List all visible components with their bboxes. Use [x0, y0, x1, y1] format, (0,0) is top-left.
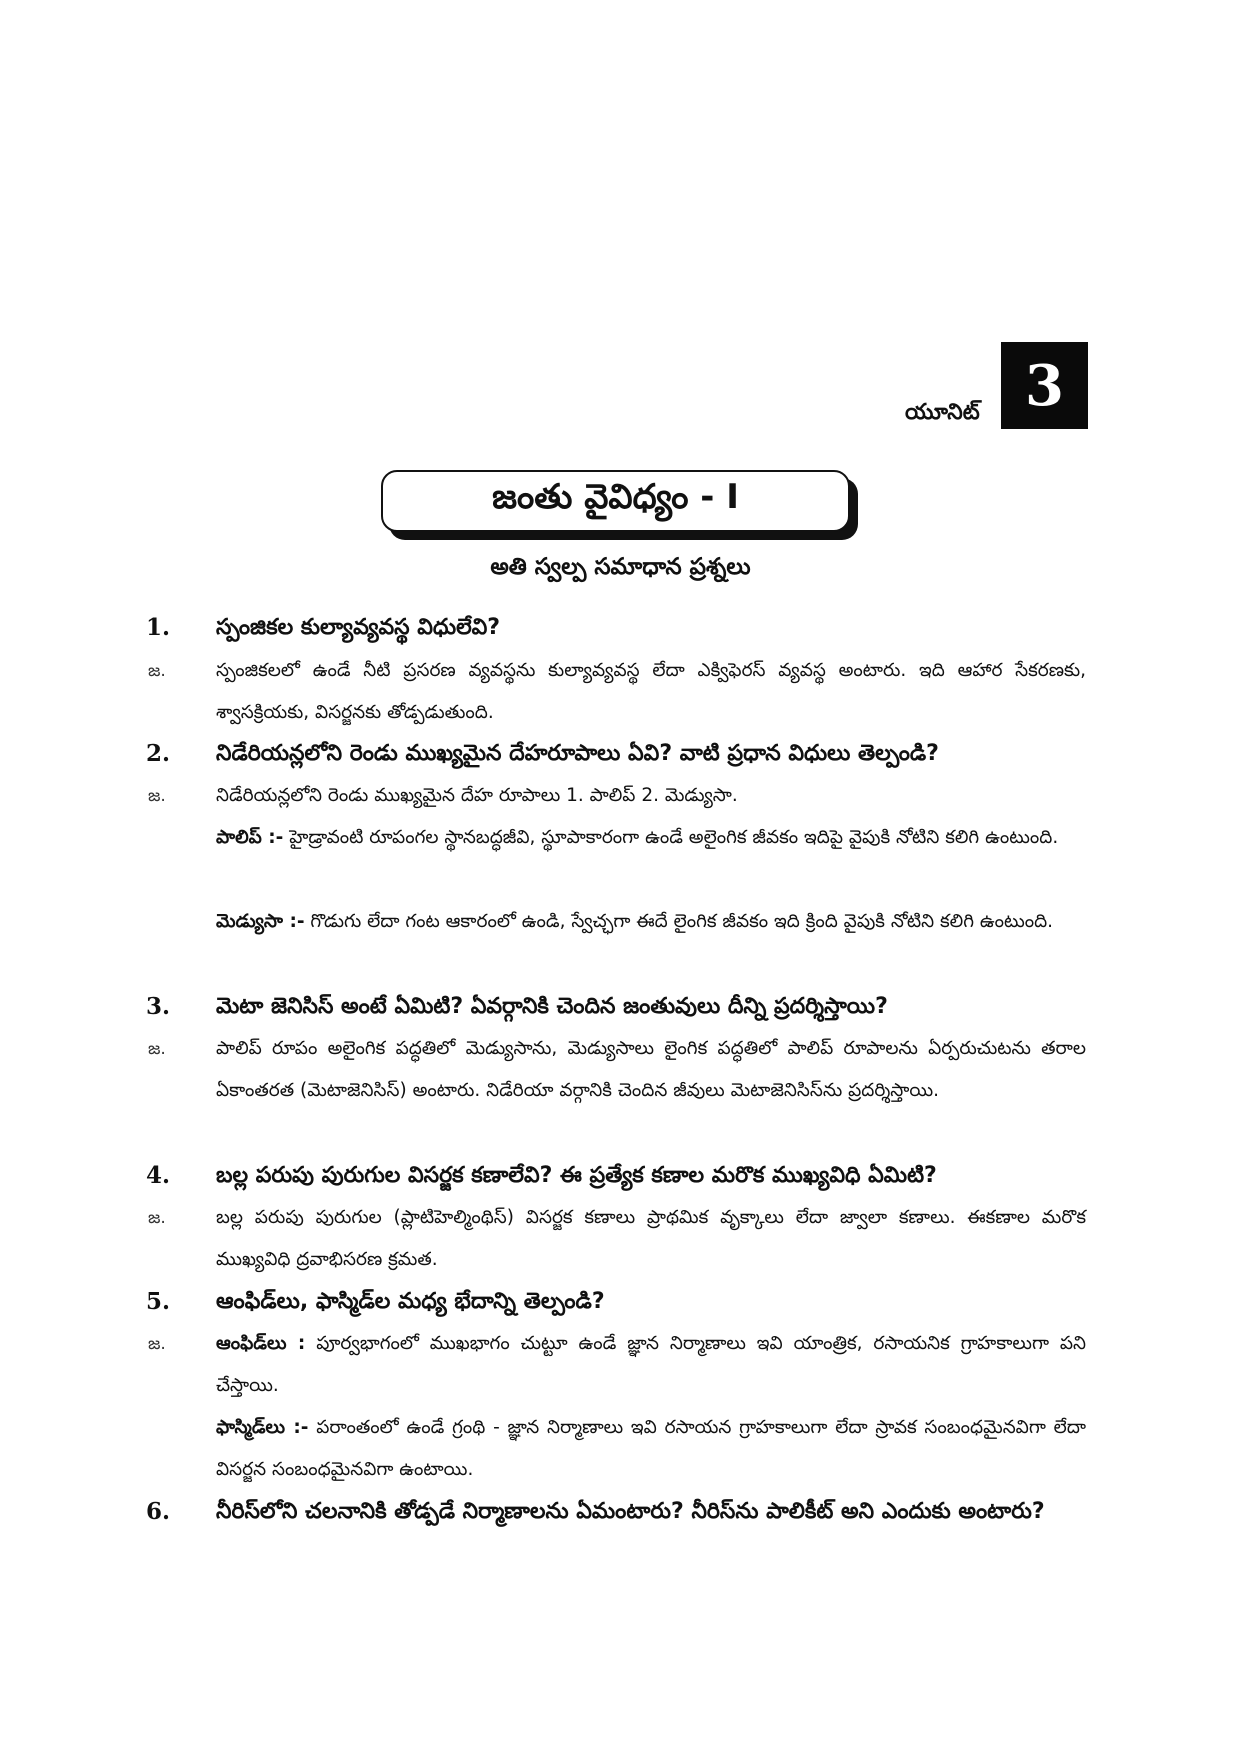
unit-label: యూనిట్	[905, 400, 980, 425]
answer-term-block	[216, 1323, 1086, 1407]
unit-number-badge: 3	[1001, 342, 1088, 429]
answer-text: బల్ల పరుపు పురుగుల (ప్లాటిహెల్మింథిస్) విసర్జక కణాలు ప్రాథమిక వృక్కాలు లేదా జ్వాలా కణాలు. ఈకణాల మరొక ముఖ్యవిధి ద్రవాభిసరణ క్రమత.	[216, 1207, 1086, 1270]
question-text: ఆంఫిడ్‌లు, ఫాస్మిడ్‌ల మధ్య భేదాన్ని తెల్పండి?	[216, 1289, 605, 1314]
answer-text: పాలిప్ రూపం అలైంగిక పద్ధతిలో మెడ్యుసాను, మెడ్యుసాలు లైంగిక పద్ధతిలో పాలిప్ రూపాలను ఏర్పరుచుటను తరాల ఏకాంతరత (మెటాజెనిసిస్) అంటారు. నిడేరియా వర్గానికి చెందిన జీవులు మెటాజెనిసిస్‌ను ప్రదర్శిస్తాయి.	[216, 1038, 1086, 1101]
question-number: 1.	[146, 614, 171, 641]
section-subtitle: అతి స్వల్ప సమాధాన ప్రశ్నలు	[490, 554, 751, 580]
answer-marker: జ.	[148, 1208, 166, 1228]
question-text: మెటా జెనిసిస్ అంటే ఏమిటి? ఏవర్గానికి చెందిన జంతువులు దీన్ని ప్రదర్శిస్తాయి?	[216, 994, 888, 1019]
question-number: 6.	[146, 1498, 171, 1525]
answer-marker: జ.	[148, 786, 166, 806]
answer-text: నిడేరియన్లలోని రెండు ముఖ్యమైన దేహ రూపాలు 1. పాలిప్ 2. మెడ్యుసా.	[216, 785, 738, 806]
question-number: 2.	[146, 740, 171, 767]
question-text: బల్ల పరుపు పురుగుల విసర్జక కణాలేవి? ఈ ప్రత్యేక కణాల మరొక ముఖ్యవిధి ఏమిటి?	[216, 1163, 937, 1188]
answer-term-block	[216, 817, 1086, 859]
question-text: నిడేరియన్లలోని రెండు ముఖ్యమైన దేహరూపాలు ఏవి? వాటి ప్రధాన విధులు తెల్పండి?	[216, 741, 939, 766]
question-number: 4.	[146, 1162, 171, 1189]
term-text: పరాంతంలో ఉండే గ్రంథి - జ్ఞాన నిర్మాణాలు ఇవి రసాయన గ్రాహకాలుగా లేదా స్రావక సంబంధమైనవిగా లేదా విసర్జన సంబంధమైనవిగా ఉంటాయి.	[216, 1417, 1086, 1480]
term-label: ఫాస్మిడ్‌లు :-	[216, 1417, 309, 1438]
term-text: పూర్వభాగంలో ముఖభాగం చుట్టూ ఉండే జ్ఞాన నిర్మాణాలు ఇవి యాంత్రిక, రసాయనిక గ్రాహకాలుగా పని చేస్తాయి.	[216, 1333, 1086, 1396]
answer-term-block	[216, 1407, 1086, 1491]
answer-marker: జ.	[148, 661, 166, 681]
term-label: ఆంఫిడ్‌లు :	[216, 1333, 306, 1354]
question-number: 3.	[146, 993, 171, 1020]
answer-marker: జ.	[148, 1039, 166, 1059]
term-text: హైడ్రావంటి రూపంగల స్థానబద్ధజీవి, స్థూపాకారంగా ఉండే అలైంగిక జీవకం ఇదిపై వైపుకి నోటిని కలిగి ఉంటుంది.	[289, 827, 1059, 848]
term-text: గొడుగు లేదా గంట ఆకారంలో ఉండి, స్వేచ్ఛగా ఈదే లైంగిక జీవకం ఇది క్రింది వైపుకి నోటిని కలిగి ఉంటుంది.	[310, 911, 1054, 932]
answer-text: స్పంజికలలో ఉండే నీటి ప్రసరణ వ్యవస్థను కుల్యావ్యవస్థ లేదా ఎక్విఫెరస్ వ్యవస్థ అంటారు. ఇది ఆహార సేకరణకు, శ్వాసక్రియకు, విసర్జనకు తోడ్పడుతుంది.	[216, 660, 1086, 723]
term-label: పాలిప్ :-	[216, 827, 284, 848]
answer-term-block	[216, 901, 1086, 943]
question-text: నీరిస్‌లోని చలనానికి తోడ్పడే నిర్మాణాలను ఏమంటారు? నీరిస్‌ను పాలికీట్ అని ఎందుకు అంటారు?	[216, 1499, 1045, 1524]
question-text: స్పంజికల కుల్యావ్యవస్థ విధులేవి?	[216, 615, 501, 640]
question-number: 5.	[146, 1288, 171, 1315]
answer-marker: జ.	[148, 1334, 166, 1354]
term-label: మెడ్యుసా :-	[216, 911, 305, 932]
chapter-title: జంతు వైవిధ్యం - I	[381, 470, 850, 532]
